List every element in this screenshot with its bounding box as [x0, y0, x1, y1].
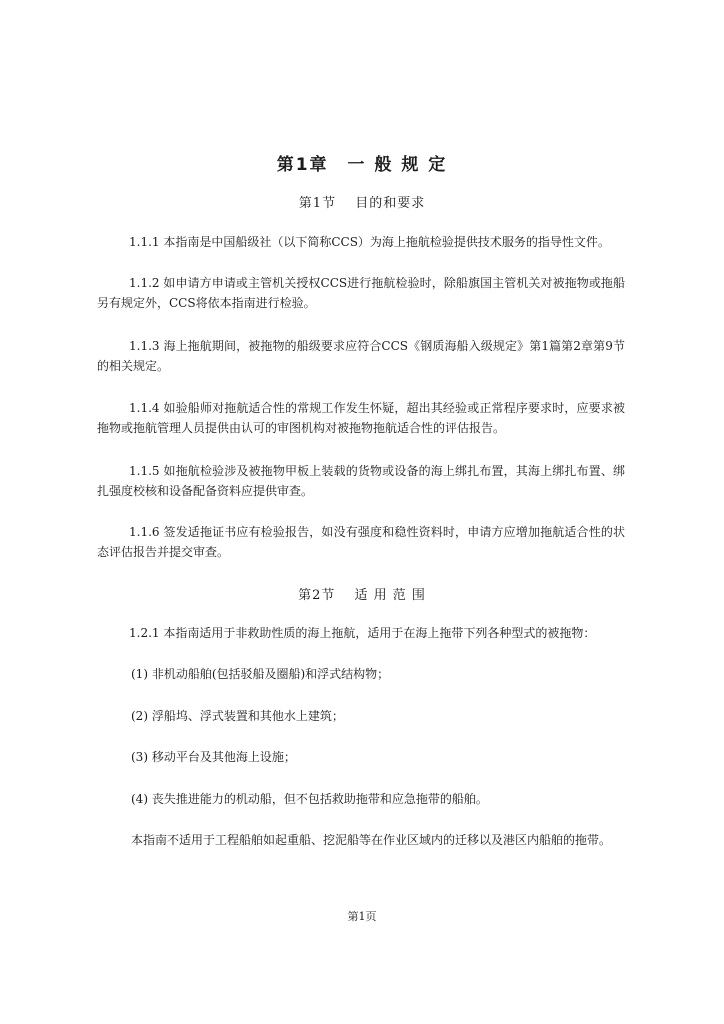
- section-2-title: 第2节 适 用 范 围: [298, 588, 426, 603]
- chapter-title: 第1章 一 般 规 定: [276, 155, 448, 175]
- list-item: (4) 丧失推进能力的机动船，但不包括救助拖带和应急拖带的船舶。: [131, 792, 488, 806]
- list-item: (3) 移动平台及其他海上设施；: [131, 750, 296, 764]
- paragraph-1-1-2: 1.1.2 如申请方申请或主管机关授权CCS进行拖航检验时，除船旗国主管机关对被拖物或拖船另有规定外，CCS将依本指南进行检验。: [97, 276, 625, 310]
- paragraph-1-1-5: 1.1.5 如拖航检验涉及被拖物甲板上装载的货物或设备的海上绑扎布置，其海上绑扎布置、绑扎强度校核和设备配备资料应提供审查。: [97, 464, 625, 498]
- list-item: (1) 非机动船舶(包括驳船及圈船)和浮式结构物；: [131, 667, 390, 681]
- section-1-title: 第1节 目的和要求: [298, 196, 426, 211]
- paragraph-1-1-6: 1.1.6 签发适拖证书应有检验报告，如没有强度和稳性资料时，申请方应增加拖航适合性的状态评估报告并提交审查。: [97, 525, 625, 559]
- paragraph-1-2-1: 1.2.1 本指南适用于非救助性质的海上拖航，适用于在海上拖带下列各种型式的被拖物：: [129, 626, 596, 640]
- scope-exclusion-paragraph: 本指南不适用于工程船舶如起重船、挖泥船等在作业区域内的迁移以及港区内船舶的拖带。: [131, 833, 612, 847]
- page-number: 第1页: [347, 910, 377, 923]
- list-item: (2) 浮船坞、浮式装置和其他水上建筑；: [131, 709, 344, 723]
- paragraph-1-1-1: 1.1.1 本指南是中国船级社（以下简称CCS）为海上拖航检验提供技术服务的指导性文件。: [129, 235, 610, 249]
- paragraph-1-1-3: 1.1.3 海上拖航期间，被拖物的船级要求应符合CCS《钢质海船入级规定》第1篇第2章第9节的相关规定。: [97, 339, 625, 373]
- paragraph-1-1-4: 1.1.4 如验船师对拖航适合性的常规工作发生怀疑，超出其经验或正常程序要求时，应要求被拖物或拖航管理人员提供由认可的审图机构对被拖物拖航适合性的评估报告。: [97, 401, 625, 435]
